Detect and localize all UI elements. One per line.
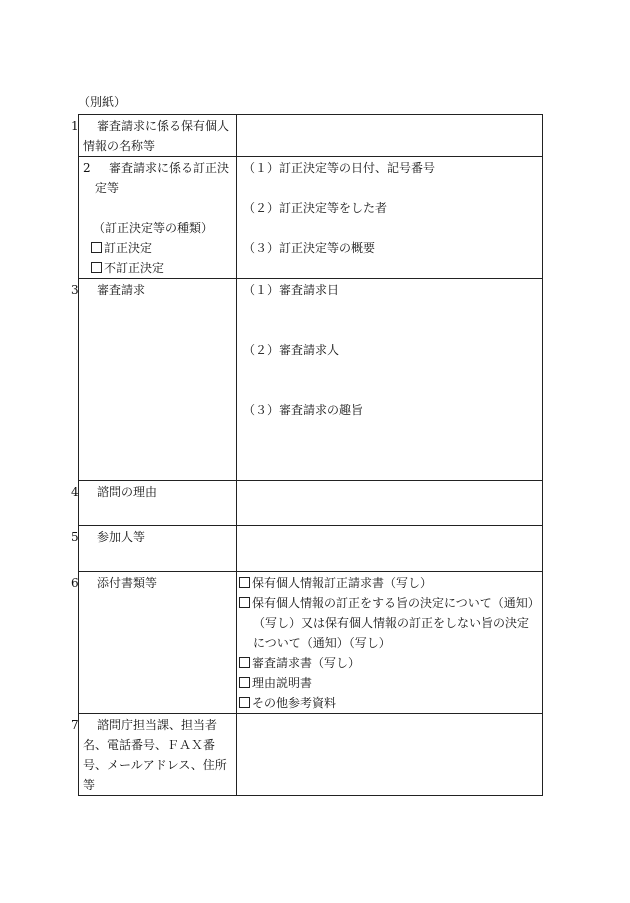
row-1-label-cell — [71, 115, 237, 157]
checkbox-icon[interactable] — [239, 697, 250, 708]
row-1 — [79, 115, 543, 157]
checkbox-icon[interactable] — [239, 657, 250, 668]
row-7-label-cell — [71, 714, 237, 796]
row-2-title: 審査請求に係る訂正決定等 — [95, 161, 230, 195]
row-3-number: 3 — [71, 283, 79, 297]
checkbox-icon[interactable] — [239, 677, 250, 688]
row-7-title: 諮問庁担当課、担当者名、電話番号、ＦＡＸ番号、メールアドレス、住所等 — [83, 718, 227, 792]
row-7-content-cell — [237, 714, 543, 796]
row-4 — [79, 481, 543, 526]
row-3-content-cell — [237, 279, 543, 481]
option-kettei-label: 訂正決定 — [104, 241, 153, 255]
row-5 — [79, 526, 543, 572]
row-5-title: 参加人等 — [97, 530, 146, 544]
attachment-3-label: 審査請求書（写し） — [252, 656, 361, 670]
attachment-2-label: 保有個人情報の訂正をする旨の決定について（通知）（写し）又は保有個人情報の訂正をしない旨の決定について（通知）（写し） — [252, 596, 534, 650]
row-5-content-cell — [237, 526, 543, 572]
row-4-title: 諮問の理由 — [97, 485, 158, 499]
row-6-number: 6 — [71, 576, 79, 590]
row-2-item-3: （３）訂正決定等の概要 — [243, 241, 376, 255]
attachment-1[interactable] — [239, 573, 539, 593]
row-7-number: 7 — [71, 718, 79, 732]
row-6 — [79, 572, 543, 714]
row-5-label-cell — [71, 526, 237, 572]
attachment-4[interactable] — [239, 673, 539, 693]
row-2-number: 2 — [83, 161, 91, 175]
attachment-1-label: 保有個人情報訂正請求書（写し） — [252, 576, 433, 590]
row-4-content-cell — [237, 481, 543, 526]
attachment-4-label: 理由説明書 — [252, 676, 313, 690]
row-6-label-cell — [71, 572, 237, 714]
attachment-5[interactable] — [239, 693, 539, 713]
row-1-title: 審査請求に係る保有個人情報の名称等 — [83, 119, 230, 153]
row-2-item-1: （１）訂正決定等の日付、記号番号 — [243, 161, 436, 175]
checkbox-icon[interactable] — [239, 597, 250, 608]
attachment-2[interactable] — [239, 593, 539, 653]
row-2 — [79, 157, 543, 279]
row-7 — [79, 714, 543, 796]
row-6-content-cell — [237, 572, 543, 714]
option-kettei[interactable] — [83, 238, 233, 258]
option-fukettei[interactable] — [83, 258, 233, 278]
row-1-number: 1 — [71, 119, 79, 133]
row-2-label-cell — [79, 157, 237, 279]
row-5-number: 5 — [71, 530, 79, 544]
row-3-label-cell — [71, 279, 237, 481]
row-1-content-cell — [237, 115, 543, 157]
option-fukettei-label: 不訂正決定 — [104, 261, 165, 275]
row-4-label-cell — [71, 481, 237, 526]
row-2-kind-heading: （訂正決定等の種類） — [93, 221, 214, 235]
inquiry-form-table — [71, 114, 543, 796]
attachment-5-label: その他参考資料 — [252, 696, 337, 710]
row-3 — [79, 279, 543, 481]
checkbox-icon[interactable] — [91, 262, 102, 273]
row-3-item-1: （１）審査請求日 — [243, 283, 340, 297]
checkbox-icon[interactable] — [91, 242, 102, 253]
row-3-title: 審査請求 — [97, 283, 146, 297]
row-2-item-2: （２）訂正決定等をした者 — [243, 201, 388, 215]
attachment-3[interactable] — [239, 653, 539, 673]
row-2-content-cell — [237, 157, 543, 279]
checkbox-icon[interactable] — [239, 577, 250, 588]
row-3-item-2: （２）審査請求人 — [243, 343, 340, 357]
annex-label: （別紙） — [78, 95, 127, 109]
row-3-item-3: （３）審査請求の趣旨 — [243, 403, 364, 417]
row-4-number: 4 — [71, 485, 79, 499]
row-6-title: 添付書類等 — [97, 576, 158, 590]
